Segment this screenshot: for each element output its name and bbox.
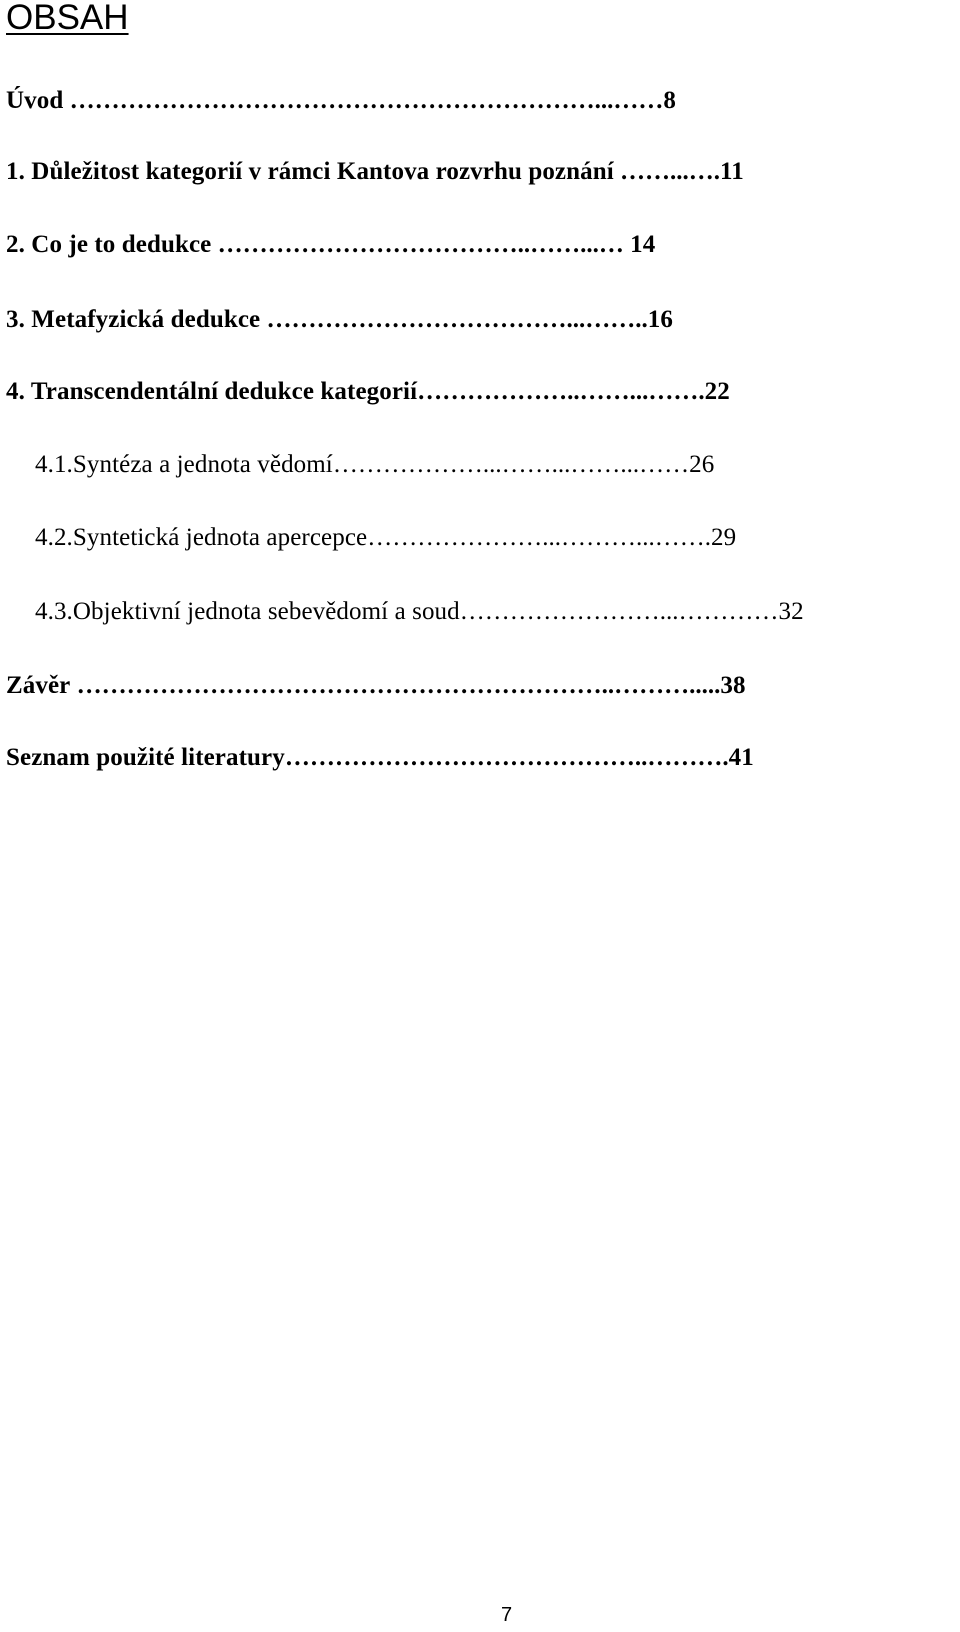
- toc-entry-title: 2. Co je to dedukce: [6, 231, 212, 258]
- toc-entry-title: Seznam použité literatury: [6, 744, 285, 771]
- toc-entry-chapter-3: [6, 305, 673, 335]
- toc-entry-section-4-2: [35, 523, 736, 553]
- toc-entry-leaders: ………………………………………………………...……: [63, 87, 664, 114]
- toc-entry-leaders: ……………………………………..……….: [284, 744, 729, 771]
- toc-entry-page: 16: [647, 306, 673, 333]
- toc-entry-page: 11: [720, 158, 744, 185]
- toc-entry-chapter-2: [6, 230, 655, 260]
- toc-entry-page: 38: [720, 672, 746, 699]
- toc-entry-title: 4. Transcendentální dedukce kategorií: [6, 378, 418, 405]
- toc-entry-title: 4.2.Syntetická jednota apercepce: [35, 524, 368, 551]
- toc-entry-leaders: ………………………………..……...…: [211, 231, 631, 258]
- toc-entry-leaders: ………………………………………………………..……….....: [70, 672, 721, 699]
- toc-entry-title: Závěr: [6, 672, 71, 699]
- toc-entry-page: 8: [663, 87, 676, 114]
- toc-entry-leaders: …………………...………...…….: [367, 524, 711, 551]
- toc-entry-title: Úvod: [6, 87, 64, 114]
- page-number: 7: [501, 1604, 513, 1626]
- toc-entry-title: 3. Metafyzická dedukce: [6, 306, 261, 333]
- toc-entry-leaders: ………………..……...…….: [417, 378, 705, 405]
- page-title: OBSAH: [6, 0, 129, 37]
- toc-entry-leaders: ……...….: [613, 158, 721, 185]
- toc-entry-literatura: [6, 743, 754, 773]
- toc-entry-title: 4.1.Syntéza a jednota vědomí: [35, 451, 333, 478]
- toc-entry-page: 29: [710, 524, 737, 551]
- toc-entry-leaders: ……………………...…………: [459, 598, 779, 625]
- toc-entry-leaders: ………………………………...……..: [260, 306, 648, 333]
- toc-entry-page: 22: [704, 378, 730, 405]
- toc-entry-zaver: [6, 671, 746, 701]
- toc-entry-page: 41: [728, 744, 754, 771]
- toc-entry-page: 26: [689, 451, 715, 478]
- toc-entry-title: 4.3.Objektivní jednota sebevědomí a soud: [35, 598, 460, 625]
- toc-entry-page: 14: [630, 231, 656, 258]
- toc-entry-chapter-4: [6, 377, 730, 407]
- toc-entry-chapter-1: [6, 157, 744, 187]
- toc-entry-page: 32: [778, 598, 804, 625]
- toc-entry-title: 1. Důležitost kategorií v rámci Kantova rozvrhu poznání: [6, 158, 614, 185]
- toc-entry-section-4-1: [35, 450, 714, 480]
- toc-entry-uvod: [6, 86, 676, 116]
- toc-entry-leaders: ………………...……...……...……: [332, 451, 690, 478]
- toc-entry-section-4-3: [35, 597, 804, 627]
